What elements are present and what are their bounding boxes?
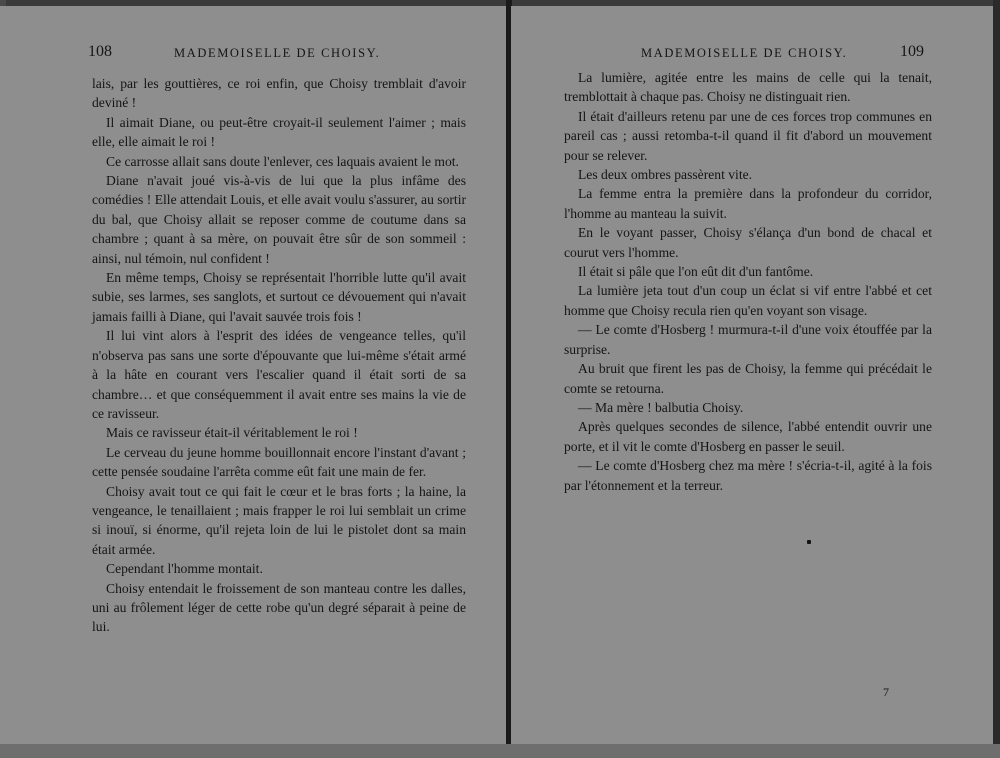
paragraph: Les deux ombres passèrent vite. bbox=[578, 167, 753, 183]
paragraph: Mais ce ravisseur était-il véritablement le roi ! bbox=[106, 425, 358, 441]
paragraph: — Le comte d'Hosberg ! murmura-t-il d'une voix étouffée par la surprise. bbox=[564, 322, 932, 357]
paragraph: En le voyant passer, Choisy s'élança d'un bond de chacal et courut vers l'homme. bbox=[564, 225, 932, 260]
paragraph: Choisy avait tout ce qui fait le cœur et le bras forts ; la haine, la vengeance, le tenaillaient ; mais frapper le roi lui semblait un crime si inouï, si énorme, qu'il rejeta loin de lui le pistolet dont sa main était armée. bbox=[92, 483, 466, 557]
left-page-number: 108 bbox=[88, 43, 112, 60]
right-running-head-title: MADEMOISELLE DE CHOISY. bbox=[641, 46, 848, 60]
left-running-head-title: MADEMOISELLE DE CHOISY. bbox=[174, 46, 381, 60]
scan-right-edge bbox=[993, 0, 1000, 758]
left-page bbox=[0, 6, 507, 744]
paragraph: Le cerveau du jeune homme bouillonnait encore l'instant d'avant ; cette pensée soudaine l'arrêta comme eût fait une main de fer. bbox=[92, 444, 466, 480]
paragraph: lais, par les gouttières, ce roi enfin, que Choisy tremblait d'avoir deviné ! bbox=[92, 76, 466, 111]
paragraph: Il était si pâle que l'on eût dit d'un fantôme. bbox=[578, 264, 814, 280]
paragraph: Choisy entendait le froissement de son manteau contre les dalles, uni au frôlement léger de cette robe qu'un degré séparait à peine de lui. bbox=[92, 580, 466, 635]
paragraph: Il aimait Diane, ou peut-être croyait-il seulement l'aimer ; mais elle, elle aimait le roi ! bbox=[92, 114, 466, 150]
ink-speck bbox=[807, 540, 811, 544]
paragraph: — Le comte d'Hosberg chez ma mère ! s'écria-t-il, agité à la fois par l'étonnement et la terreur. bbox=[564, 458, 932, 493]
paragraph: — Ma mère ! balbutia Choisy. bbox=[578, 399, 744, 415]
paragraph: La lumière jeta tout d'un coup un éclat si vif entre l'abbé et cet homme que Choisy recula rien qu'en voyant son visage. bbox=[564, 283, 932, 318]
right-page-text bbox=[564, 68, 932, 495]
paragraph: En même temps, Choisy se représentait l'horrible lutte qu'il avait subie, ses larmes, ses sanglots, et surtout ce dévouement qui n'avait jamais failli à Diane, qui l'avait sauvée trois fois ! bbox=[92, 270, 466, 324]
paragraph: Diane n'avait joué vis-à-vis de lui que la plus infâme des comédies ! Elle attendait Louis, et elle avait voulu s'assurer, au sortir du bal, que Choisy allait se reposer comme de coutume dans sa chambre ; quant à sa mère, on pouvait être sûr de son sommeil : ainsi, nul témoin, nul confident ! bbox=[92, 173, 466, 266]
paragraph: La femme entra la première dans la profondeur du corridor, l'homme au manteau la suivit. bbox=[564, 186, 932, 221]
right-page bbox=[511, 6, 1000, 744]
paragraph: Il était d'ailleurs retenu par une de ces forces trop communes en pareil cas ; aussi retomba-t-il quand il fit d'abord un mouvement pour se relever. bbox=[564, 108, 932, 163]
left-running-header bbox=[88, 43, 470, 70]
paragraph: Après quelques secondes de silence, l'abbé entendit ouvrir une porte, et il vit le comte d'Hosberg en passer le seuil. bbox=[564, 419, 932, 454]
right-page-number: 109 bbox=[900, 43, 924, 60]
paragraph: Au bruit que firent les pas de Choisy, la femme qui précédait le comte se retourna. bbox=[564, 361, 932, 396]
signature-mark: 7 bbox=[883, 685, 889, 699]
left-page-text bbox=[92, 74, 466, 637]
right-running-header bbox=[641, 43, 931, 70]
paragraph: Il lui vint alors à l'esprit des idées de vengeance telles, qu'il n'observa pas sans une sorte d'épouvante que lui-même s'était armé à la hâte en courant vers l'escalier quand il était sorti de sa chambre… et que conséquemment il avait entre ses mains la vie de ce ravisseur. bbox=[92, 328, 466, 421]
paragraph: La lumière, agitée entre les mains de celle qui la tenait, tremblottait à chaque pas. Choisy ne distinguait rien. bbox=[564, 70, 932, 105]
paragraph: Cependant l'homme montait. bbox=[106, 561, 263, 577]
paragraph: Ce carrosse allait sans doute l'enlever, ces laquais avaient le mot. bbox=[106, 153, 459, 169]
scan-bottom-edge bbox=[0, 744, 1000, 758]
